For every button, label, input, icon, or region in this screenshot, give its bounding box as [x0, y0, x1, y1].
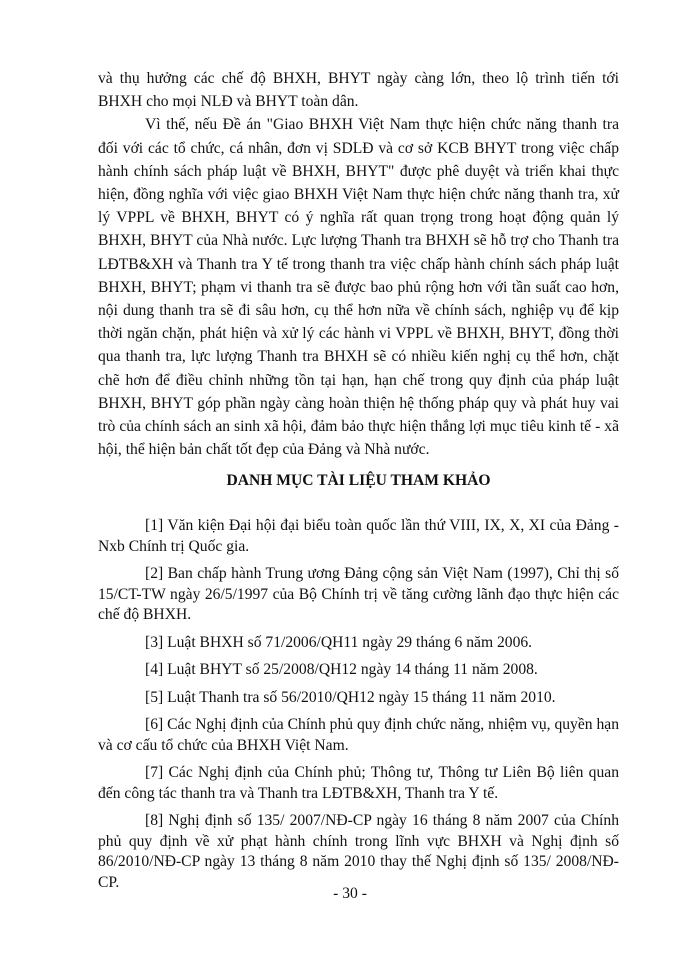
references-heading: DANH MỤC TÀI LIỆU THAM KHẢO: [226, 472, 491, 489]
body-text: [98, 67, 619, 461]
reference-item: [1] Văn kiện Đại hội đại biểu toàn quốc lần thứ VIII, IX, X, XI của Đảng - Nxb Chính trị Quốc gia.: [98, 517, 619, 555]
reference-item: [5] Luật Thanh tra số 56/2010/QH12 ngày 15 tháng 11 năm 2010.: [145, 688, 556, 706]
reference-item: [8] Nghị định số 135/ 2007/NĐ-CP ngày 16 tháng 8 năm 2007 của Chính phủ quy định về xử phạt hành chính trong lĩnh vực BHXH và Nghị định số 86/2010/NĐ-CP ngày 13 tháng 8 năm 2010 thay thế Nghị định số 135/ 2008/NĐ-CP.: [98, 812, 619, 891]
reference-item: [4] Luật BHYT số 25/2008/QH12 ngày 14 tháng 11 năm 2008.: [145, 661, 538, 678]
reference-item: [2] Ban chấp hành Trung ương Đảng cộng sản Việt Nam (1997), Chỉ thị số 15/CT-TW ngày 26/5/1997 của Bộ Chính trị về tăng cường lãnh đạo thực hiện các chế độ BHXH.: [98, 565, 619, 623]
paragraph-conclusion: Vì thế, nếu Đề án "Giao BHXH Việt Nam thực hiện chức năng thanh tra đối với các tổ chức, cá nhân, đơn vị SDLĐ và cơ sở KCB BHYT trong việc chấp hành chính sách pháp luật về BHXH, BHYT" được phê duyệt và triển khai thực hiện, đồng nghĩa với việc giao BHXH Việt Nam thực hiện chức năng thanh tra, xử lý VPPL về BHXH, BHYT có ý nghĩa rất quan trọng trong hoạt động quản lý BHXH, BHYT của Nhà nước. Lực lượng Thanh tra BHXH sẽ hỗ trợ cho Thanh tra LĐTB&XH và Thanh tra Y tế trong thanh tra việc chấp hành chính sách pháp luật BHXH, BHYT; phạm vi thanh tra sẽ được bao phủ rộng hơn với tần suất cao hơn, nội dung thanh tra sẽ đi sâu hơn, cụ thể hơn nữa về chính sách, nghiệp vụ để kịp thời ngăn chặn, phát hiện và xử lý các hành vi VPPL về BHXH, BHYT, đồng thời qua thanh tra, lực lượng Thanh tra BHXH sẽ có nhiều kiến nghị cụ thể hơn, chặt chẽ hơn để điều chỉnh những tồn tại hạn, hạn chế trong quy định của pháp luật BHXH, BHYT góp phần ngày càng hoàn thiện hệ thống pháp quy và phát huy vai trò của chính sách an sinh xã hội, đảm bảo thực hiện thắng lợi mục tiêu kinh tế - xã hội, thể hiện bản chất tốt đẹp của Đảng và Nhà nước.: [98, 116, 619, 459]
reference-item: [7] Các Nghị định của Chính phủ; Thông tư, Thông tư Liên Bộ liên quan đến công tác thanh tra và Thanh tra LĐTB&XH, Thanh tra Y tế.: [98, 764, 619, 802]
reference-item: [3] Luật BHXH số 71/2006/QH11 ngày 29 tháng 6 năm 2006.: [145, 633, 533, 651]
paragraph-continuation: và thụ hưởng các chế độ BHXH, BHYT ngày càng lớn, theo lộ trình tiến tới BHXH cho mọi NLĐ và BHYT toàn dân.: [98, 70, 619, 111]
page-number: - 30 -: [333, 885, 367, 902]
reference-item: [6] Các Nghị định của Chính phủ quy định chức năng, nhiệm vụ, quyền hạn và cơ cấu tổ chức của BHXH Việt Nam.: [98, 716, 619, 754]
references-list: [98, 516, 619, 900]
